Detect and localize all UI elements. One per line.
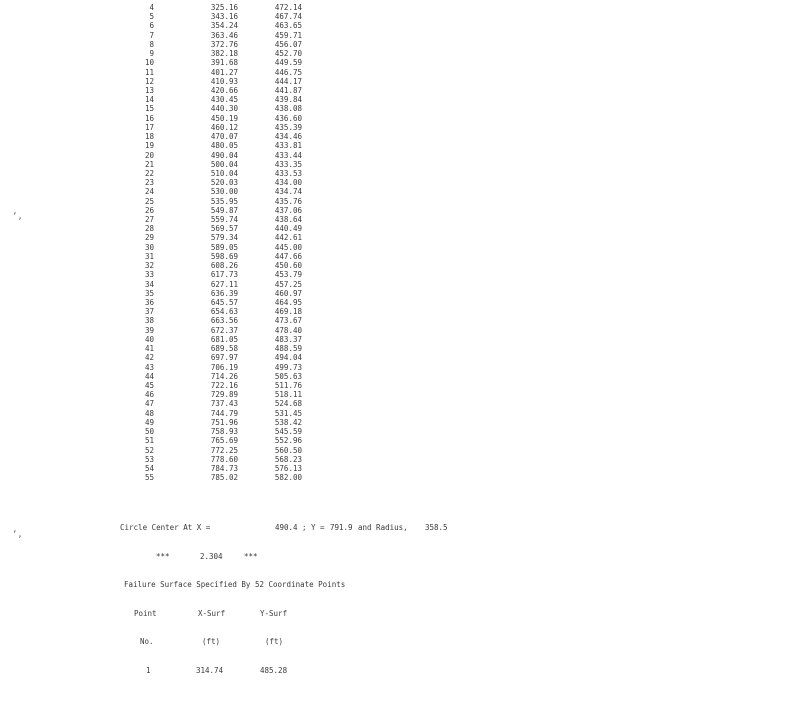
table-row: [120, 215, 300, 224]
table-row: [120, 224, 300, 233]
column-header-x-unit: (ft): [202, 637, 221, 646]
x-surf-value: 450.19: [210, 113, 238, 123]
x-surf-value: 325.16: [210, 3, 238, 12]
y-surf-value: 446.75: [274, 67, 302, 77]
first-point-number: 1: [146, 665, 151, 675]
table-row: [120, 3, 300, 12]
table-row: [120, 169, 300, 178]
y-surf-value: 552.96: [274, 436, 302, 446]
point-number: 53: [144, 454, 154, 464]
y-surf-value: 435.39: [274, 122, 302, 132]
x-surf-value: 689.58: [210, 344, 238, 354]
x-surf-value: 410.93: [210, 76, 238, 86]
coordinate-table: [120, 3, 300, 482]
circle-center-y: 791.9: [330, 523, 353, 532]
point-number: 40: [144, 334, 154, 344]
point-number: 9: [149, 49, 154, 59]
table-row: [120, 95, 300, 104]
x-surf-value: 589.05: [210, 242, 238, 252]
point-number: 44: [144, 371, 154, 381]
x-surf-value: 500.04: [210, 159, 238, 169]
y-surf-value: 505.63: [274, 371, 302, 381]
first-point-x: 314.74: [196, 665, 224, 675]
y-surf-value: 434.74: [274, 187, 302, 197]
x-surf-value: 354.24: [210, 21, 238, 31]
column-header-row-2: [120, 637, 284, 647]
analysis-footer: [120, 504, 448, 694]
table-row: [120, 409, 300, 418]
first-point-y: 485.28: [260, 665, 288, 675]
y-surf-value: 473.67: [274, 316, 302, 326]
point-number: 7: [149, 30, 154, 40]
y-surf-value: 440.49: [274, 224, 302, 234]
point-number: 26: [144, 205, 154, 215]
y-surf-value: 435.76: [274, 196, 302, 206]
x-surf-value: 765.69: [210, 436, 238, 446]
point-number: 52: [144, 445, 154, 455]
x-surf-value: 758.93: [210, 427, 238, 437]
point-number: 35: [144, 288, 154, 298]
y-surf-value: 444.17: [274, 76, 302, 86]
point-number: 42: [144, 353, 154, 363]
x-surf-value: 617.73: [210, 270, 238, 280]
point-number: 46: [144, 390, 154, 400]
table-row: [120, 114, 300, 123]
y-surf-value: 488.59: [274, 344, 302, 354]
table-row: [120, 104, 300, 113]
table-row: [120, 399, 300, 408]
y-surf-value: 568.23: [274, 454, 302, 464]
y-surf-value: 483.37: [274, 334, 302, 344]
y-surf-value: 456.07: [274, 39, 302, 49]
x-surf-value: 714.26: [210, 371, 238, 381]
table-row: [120, 270, 300, 279]
x-surf-value: 627.11: [210, 279, 238, 289]
fs-marks-left: ***: [156, 551, 170, 561]
table-row: [120, 446, 300, 455]
table-row: [120, 326, 300, 335]
point-number: 47: [144, 399, 154, 409]
y-surf-value: 445.00: [274, 242, 302, 252]
table-row: [120, 86, 300, 95]
x-surf-value: 598.69: [210, 251, 238, 261]
x-surf-value: 470.07: [210, 132, 238, 142]
y-surf-value: 438.08: [274, 104, 302, 114]
x-surf-value: 579.34: [210, 233, 238, 243]
point-number: 34: [144, 279, 154, 289]
table-row: [120, 363, 300, 372]
table-row: [120, 335, 300, 344]
point-number: 37: [144, 307, 154, 317]
table-row: [120, 307, 300, 316]
circle-center-y-label: ; Y =: [302, 523, 325, 532]
y-surf-value: 441.87: [274, 85, 302, 95]
point-number: 54: [144, 463, 154, 473]
point-number: 6: [149, 21, 154, 31]
column-header-point: Point: [134, 608, 157, 618]
y-surf-value: 437.06: [274, 205, 302, 215]
x-surf-value: 663.56: [210, 316, 238, 326]
x-surf-value: 559.74: [210, 215, 238, 225]
first-surface-point-row: [120, 665, 288, 676]
x-surf-value: 744.79: [210, 408, 238, 418]
point-number: 36: [144, 298, 154, 307]
x-surf-value: 772.25: [210, 445, 238, 455]
x-surf-value: 535.95: [210, 196, 238, 206]
table-row: [120, 261, 300, 270]
point-number: 39: [144, 325, 154, 335]
table-row: [120, 160, 300, 169]
factor-of-safety-value: 2.304: [200, 551, 223, 561]
table-row: [120, 40, 300, 49]
column-header-y-unit: (ft): [265, 637, 284, 646]
y-surf-value: 538.42: [274, 417, 302, 427]
x-surf-value: 549.87: [210, 205, 238, 215]
point-number: 20: [144, 150, 154, 160]
point-number: 29: [144, 233, 154, 243]
point-number: 8: [149, 39, 154, 49]
table-row: [120, 49, 300, 58]
point-number: 32: [144, 261, 154, 271]
y-surf-value: 457.25: [274, 279, 302, 289]
point-number: 19: [144, 141, 154, 151]
point-number: 21: [144, 159, 154, 169]
y-surf-value: 582.00: [274, 473, 302, 483]
radius-label: and Radius,: [358, 523, 408, 532]
table-row: [120, 123, 300, 132]
y-surf-value: 439.84: [274, 95, 302, 105]
table-row: [120, 77, 300, 86]
y-surf-value: 511.76: [274, 380, 302, 390]
table-row: [120, 21, 300, 30]
table-row: [120, 298, 300, 307]
y-surf-value: 433.35: [274, 159, 302, 169]
table-row: [120, 473, 300, 482]
circle-center-label: Circle Center At X =: [120, 523, 211, 532]
point-number: 11: [144, 67, 154, 77]
table-row: [120, 252, 300, 261]
point-number: 23: [144, 178, 154, 188]
x-surf-value: 372.76: [210, 39, 238, 49]
fs-marks-right: ***: [244, 551, 258, 561]
table-row: [120, 353, 300, 362]
point-number: 43: [144, 362, 154, 372]
table-row: [120, 372, 300, 381]
x-surf-value: 440.30: [210, 104, 238, 114]
y-surf-value: 494.04: [274, 353, 302, 363]
y-surf-value: 518.11: [274, 390, 302, 400]
table-row: [120, 141, 300, 150]
y-surf-value: 433.53: [274, 168, 302, 178]
x-surf-value: 672.37: [210, 325, 238, 335]
failure-surface-title-text: Failure Surface Specified By 52 Coordinate Points: [124, 580, 346, 589]
column-header-no: No.: [140, 637, 154, 646]
x-surf-value: 778.60: [210, 454, 238, 464]
y-surf-value: 478.40: [274, 325, 302, 335]
y-surf-value: 467.74: [274, 12, 302, 22]
point-number: 10: [144, 58, 154, 68]
y-surf-value: 438.64: [274, 215, 302, 225]
y-surf-value: 436.60: [274, 113, 302, 123]
y-surf-value: 447.66: [274, 251, 302, 261]
point-number: 30: [144, 242, 154, 252]
y-surf-value: 433.44: [274, 150, 302, 160]
column-header-x-surf: X-Surf: [198, 608, 226, 618]
table-row: [120, 31, 300, 40]
table-row: [120, 233, 300, 242]
margin-scan-mark-upper: ‘,: [12, 212, 23, 222]
x-surf-value: 636.39: [210, 288, 238, 298]
point-number: 22: [144, 168, 154, 178]
y-surf-value: 560.50: [274, 445, 302, 455]
x-surf-value: 729.89: [210, 390, 238, 400]
point-number: 5: [149, 12, 154, 22]
table-row: [120, 381, 300, 390]
y-surf-value: 472.14: [274, 3, 302, 12]
point-number: 13: [144, 85, 154, 95]
point-number: 48: [144, 408, 154, 418]
y-surf-value: 449.59: [274, 58, 302, 68]
point-number: 25: [144, 196, 154, 206]
table-row: [120, 197, 300, 206]
point-number: 45: [144, 380, 154, 390]
point-number: 41: [144, 344, 154, 354]
table-row: [120, 187, 300, 196]
x-surf-value: 608.26: [210, 261, 238, 271]
x-surf-value: 363.46: [210, 30, 238, 40]
y-surf-value: 545.59: [274, 427, 302, 437]
y-surf-value: 453.79: [274, 270, 302, 280]
x-surf-value: 490.04: [210, 150, 238, 160]
x-surf-value: 751.96: [210, 417, 238, 427]
x-surf-value: 697.97: [210, 353, 238, 363]
x-surf-value: 480.05: [210, 141, 238, 151]
y-surf-value: 531.45: [274, 408, 302, 418]
circle-center-line: [120, 523, 448, 533]
point-number: 51: [144, 436, 154, 446]
point-number: 28: [144, 224, 154, 234]
y-surf-value: 452.70: [274, 49, 302, 59]
table-row: [120, 418, 300, 427]
x-surf-value: 382.18: [210, 49, 238, 59]
x-surf-value: 510.04: [210, 168, 238, 178]
table-row: [120, 12, 300, 21]
radius-value: 358.5: [425, 523, 448, 532]
table-row: [120, 427, 300, 436]
table-row: [120, 280, 300, 289]
y-surf-value: 576.13: [274, 463, 302, 473]
point-number: 16: [144, 113, 154, 123]
margin-scan-mark-lower: ‘,: [12, 530, 23, 540]
circle-center-x: 490.4: [275, 523, 298, 532]
table-row: [120, 289, 300, 298]
point-number: 14: [144, 95, 154, 105]
table-row: [120, 455, 300, 464]
x-surf-value: 645.57: [210, 298, 238, 307]
x-surf-value: 785.02: [210, 473, 238, 483]
x-surf-value: 520.03: [210, 178, 238, 188]
point-number: 24: [144, 187, 154, 197]
y-surf-value: 464.95: [274, 298, 302, 307]
point-number: 27: [144, 215, 154, 225]
table-row: [120, 58, 300, 67]
x-surf-value: 530.00: [210, 187, 238, 197]
y-surf-value: 433.81: [274, 141, 302, 151]
table-row: [120, 68, 300, 77]
x-surf-value: 569.57: [210, 224, 238, 234]
y-surf-value: 434.46: [274, 132, 302, 142]
x-surf-value: 420.66: [210, 85, 238, 95]
point-number: 12: [144, 76, 154, 86]
y-surf-value: 524.68: [274, 399, 302, 409]
point-number: 31: [144, 251, 154, 261]
point-number: 49: [144, 417, 154, 427]
failure-surface-title: [120, 580, 346, 590]
table-row: [120, 132, 300, 141]
x-surf-value: 681.05: [210, 334, 238, 344]
x-surf-value: 784.73: [210, 463, 238, 473]
x-surf-value: 722.16: [210, 380, 238, 390]
y-surf-value: 469.18: [274, 307, 302, 317]
table-row: [120, 206, 300, 215]
table-row: [120, 316, 300, 325]
x-surf-value: 401.27: [210, 67, 238, 77]
x-surf-value: 343.16: [210, 12, 238, 22]
table-row: [120, 151, 300, 160]
x-surf-value: 391.68: [210, 58, 238, 68]
x-surf-value: 430.45: [210, 95, 238, 105]
point-number: 33: [144, 270, 154, 280]
table-row: [120, 436, 300, 445]
y-surf-value: 460.97: [274, 288, 302, 298]
factor-of-safety-line: [120, 551, 258, 562]
x-surf-value: 460.12: [210, 122, 238, 132]
table-row: [120, 178, 300, 187]
table-row: [120, 390, 300, 399]
column-header-y-surf: Y-Surf: [260, 608, 288, 618]
table-row: [120, 344, 300, 353]
point-number: 4: [149, 3, 154, 12]
point-number: 50: [144, 427, 154, 437]
column-header-row-1: [120, 608, 288, 619]
point-number: 17: [144, 122, 154, 132]
y-surf-value: 450.60: [274, 261, 302, 271]
point-number: 18: [144, 132, 154, 142]
point-number: 55: [144, 473, 154, 483]
y-surf-value: 499.73: [274, 362, 302, 372]
y-surf-value: 459.71: [274, 30, 302, 40]
y-surf-value: 463.65: [274, 21, 302, 31]
point-number: 38: [144, 316, 154, 326]
x-surf-value: 737.43: [210, 399, 238, 409]
point-number: 15: [144, 104, 154, 114]
x-surf-value: 654.63: [210, 307, 238, 317]
x-surf-value: 706.19: [210, 362, 238, 372]
table-row: [120, 464, 300, 473]
y-surf-value: 442.61: [274, 233, 302, 243]
y-surf-value: 434.00: [274, 178, 302, 188]
table-row: [120, 243, 300, 252]
